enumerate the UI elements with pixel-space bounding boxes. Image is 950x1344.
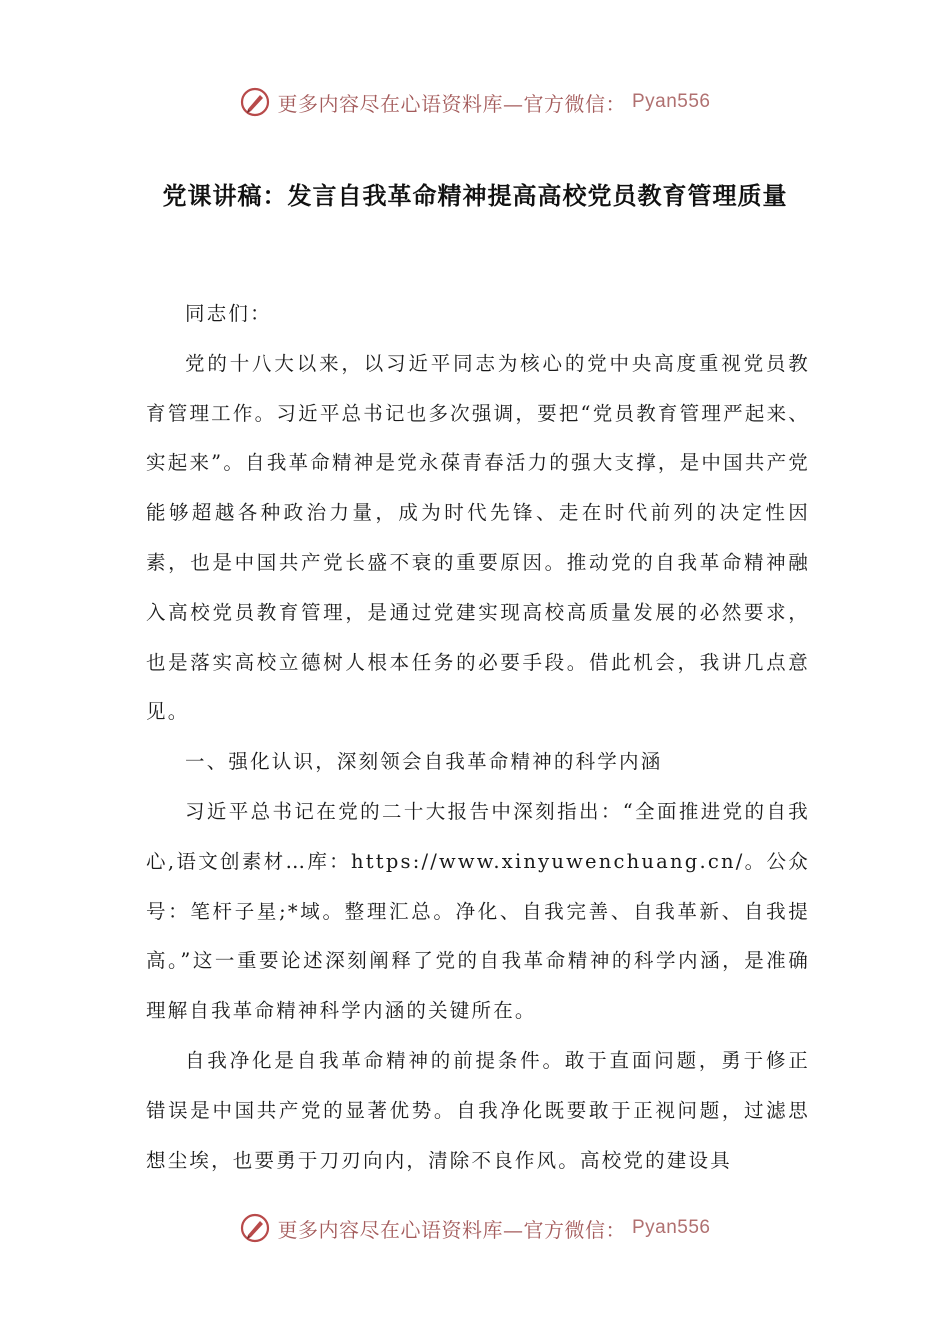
banner-text: 更多内容尽在心语资料库—官方微信：	[277, 91, 626, 116]
body-paragraph: 自我净化是自我革命精神的前提条件。敢于直面问题，勇于修正错误是中国共产党的显著优势。自我净化既要敢于正视问题，过滤思想尘埃，也要勇于刀刃向内，清除不良作风。高校党的建设具	[146, 1048, 810, 1172]
header-watermark-banner	[0, 82, 950, 122]
pen-circle-logo-icon	[239, 86, 271, 118]
salutation-paragraph: 同志们：	[185, 302, 272, 325]
footer-watermark-banner	[0, 1208, 950, 1248]
body-paragraph: 习近平总书记在党的二十大报告中深刻指出：“全面推进党的自我心,语文创素材…库：https://www.xinyuwenchuang.cn/。公众号：笔杆子星;*域。整理汇总。净化、自我完善、自我革新、自我提高。”这一重要论述深刻阐释了党的自我革命精神的科学内涵，是准确理解自我革命精神科学内涵的关键所在。	[146, 799, 810, 1023]
body-paragraph: 党的十八大以来，以习近平同志为核心的党中央高度重视党员教育管理工作。习近平总书记也多次强调，要把“党员教育管理严起来、实起来”。自我革命精神是党永葆青春活力的强大支撑，是中国共产党能够超越各种政治力量，成为时代先锋、走在时代前列的决定性因素，也是中国共产党长盛不衰的重要原因。推动党的自我革命精神融入高校党员教育管理，是通过党建实现高校高质量发展的必然要求，也是落实高校立德树人根本任务的必要手段。借此机会，我讲几点意见。	[146, 351, 810, 724]
pen-circle-logo-icon	[239, 1212, 271, 1244]
banner-text: 更多内容尽在心语资料库—官方微信：	[277, 1217, 626, 1242]
banner-wechat-id: Pyan556	[631, 91, 711, 112]
document-body	[146, 289, 810, 1185]
section-heading: 一、强化认识，深刻领会自我革命精神的科学内涵	[185, 750, 663, 774]
document-title: 党课讲稿：发言自我革命精神提高高校党员教育管理质量	[162, 182, 788, 210]
banner-wechat-id: Pyan556	[631, 1217, 711, 1238]
